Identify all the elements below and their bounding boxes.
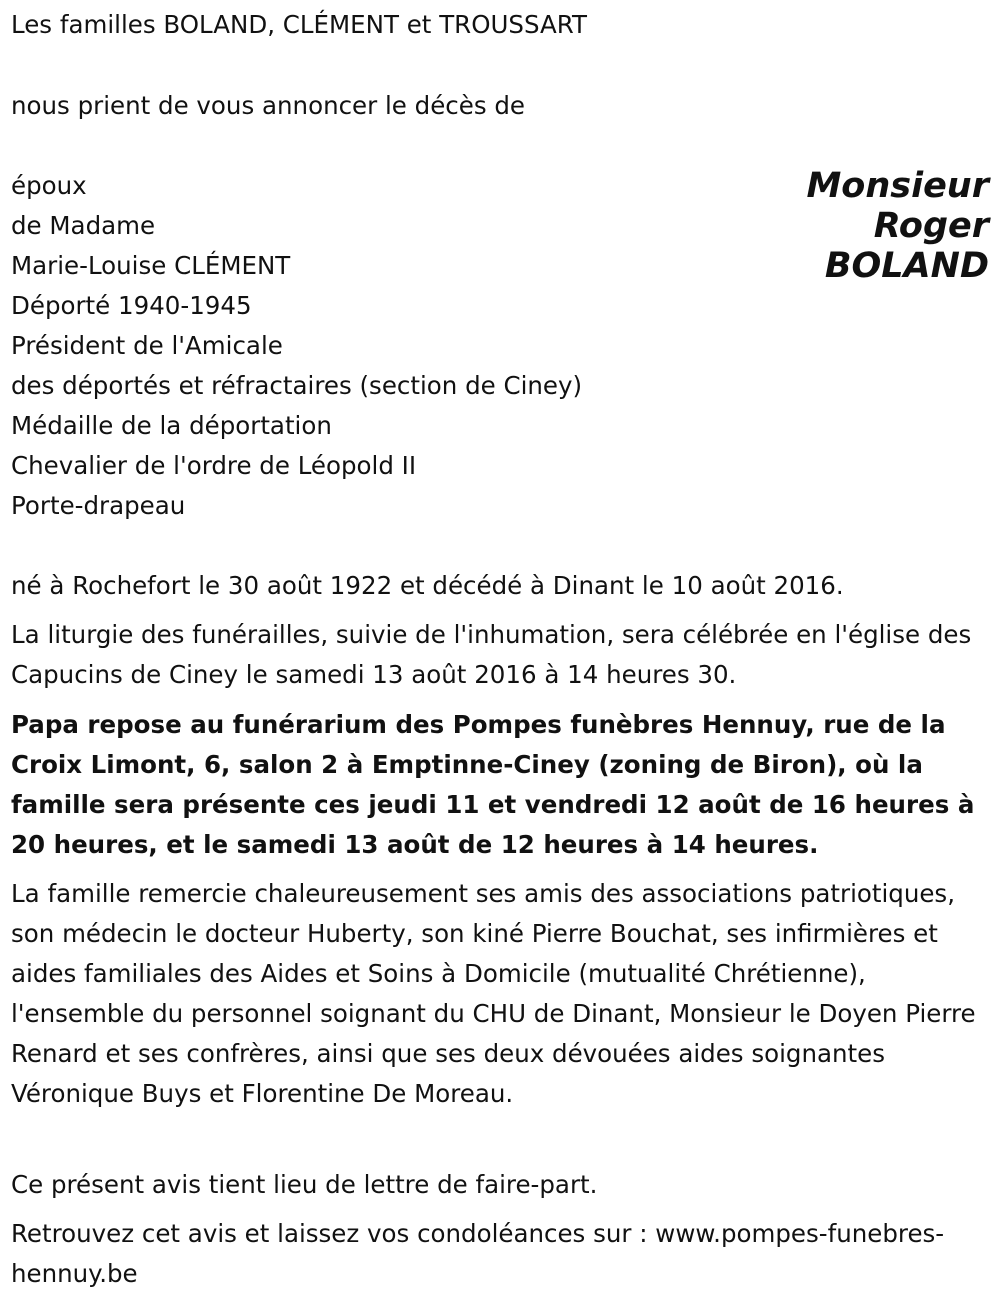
detail-president: Président de l'Amicale [11,331,283,360]
detail-deported: Déporté 1940-1945 [11,291,252,320]
families-line: Les familles BOLAND, CLÉMENT et TROUSSART [11,10,587,39]
detail-medal: Médaille de la déportation [11,411,332,440]
detail-spouse-name: Marie-Louise CLÉMENT [11,251,291,280]
detail-knight: Chevalier de l'ordre de Léopold II [11,451,417,480]
announce-line: nous prient de vous annoncer le décès de [11,91,526,120]
liturgy-paragraph: La liturgie des funérailles, suivie de l'inhumation, sera célébrée en l'église des Capucins de Ciney le samedi 13 août 2016 à 14 heures 30. [11,620,972,689]
notice-paragraph: Ce présent avis tient lieu de lettre de faire-part. [11,1170,598,1199]
thanks-paragraph: La famille remercie chaleureusement ses amis des associations patriotiques, son médecin le docteur Huberty, son kiné Pierre Bouchat, ses infirmières et aides familiales des Aides et Soins à Domicile (mutualité Chrétienne), l'ensemble du personnel soignant du CHU de Dinant, Monsieur le Doyen Pierre Renard et ses confrères, ainsi que ses deux dévouées aides soignantes Véronique Buys et Florentine De Moreau. [11,879,976,1108]
funerarium-paragraph: Papa repose au funérarium des Pompes funèbres Hennuy, rue de la Croix Limont, 6, salon 2 à Emptinne-Ciney (zoning de Biron), où la famille sera présente ces jeudi 11 et vendredi 12 août de 16 heures à 20 heures, et le samedi 13 août de 12 heures à 14 heures. [11,710,975,859]
deceased-first-name: Roger [873,206,989,246]
detail-madame: de Madame [11,211,156,240]
detail-spouse: époux [11,171,87,200]
deceased-title: Monsieur [806,166,989,206]
detail-flag-bearer: Porte-drapeau [11,491,186,520]
birth-death-line: né à Rochefort le 30 août 1922 et décédé à Dinant le 10 août 2016. [11,571,844,600]
detail-association: des déportés et réfractaires (section de Ciney) [11,371,583,400]
deceased-name [806,166,989,286]
website-paragraph: Retrouvez cet avis et laissez vos condoléances sur : www.pompes-funebres-hennuy.be [11,1219,945,1288]
deceased-last-name: BOLAND [824,246,989,286]
